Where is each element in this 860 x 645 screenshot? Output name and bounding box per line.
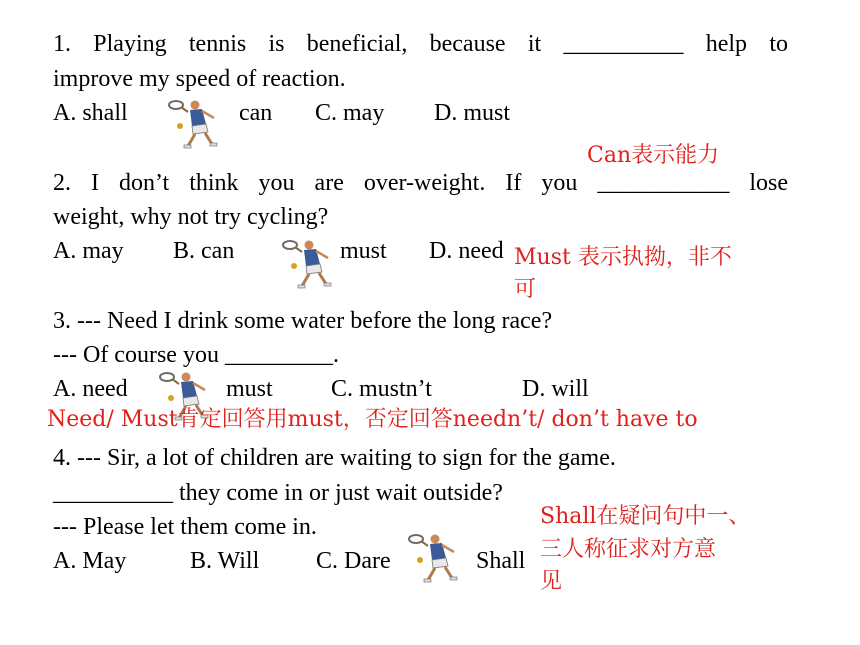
note-can: Can表示能力 [587, 143, 720, 168]
q2-option-b[interactable]: B. can [173, 238, 235, 264]
q2-option-d[interactable]: D. need [429, 238, 504, 264]
q3-option-d[interactable]: D. will [522, 376, 589, 402]
note-shall-line3: 见 [540, 569, 563, 594]
q1-line1: 1. Playing tennis is beneficial, because it __________ help to [53, 31, 788, 57]
q3-option-a[interactable]: A. need [53, 376, 128, 402]
q4-option-d[interactable]: Shall [476, 548, 526, 574]
q1-option-a[interactable]: A. shall [53, 100, 128, 126]
q2-option-a[interactable]: A. may [53, 238, 124, 264]
q3-option-c[interactable]: C. mustn’t [331, 376, 432, 402]
note-shall-line1: Shall在疑问句中一、 [540, 504, 751, 529]
q3-line1: 3. --- Need I drink some water before the long race? [53, 308, 553, 334]
note-need-must: Need/ Must肯定回答用must，否定回答needn’t/ don’t have to [47, 407, 698, 432]
q4-line2: __________ they come in or just wait outside? [53, 480, 503, 506]
tennis-player-icon [162, 96, 226, 150]
q3-line2: --- Of course you _________. [53, 342, 339, 368]
q2-line1: 2. I don’t think you are over-weight. If you ___________ lose [53, 170, 788, 196]
note-must-line1: Must 表示执拗，非不 [514, 245, 732, 270]
tennis-player-icon [276, 236, 340, 290]
q4-option-c[interactable]: C. Dare [316, 548, 391, 574]
q1-option-c[interactable]: C. may [315, 100, 385, 126]
q3-options [0, 372, 860, 406]
q2-option-c[interactable]: must [340, 238, 387, 264]
q1-option-d[interactable]: D. must [434, 100, 511, 126]
q4-line1: 4. --- Sir, a lot of children are waiting to sign for the game. [53, 445, 616, 471]
q1-option-b[interactable]: can [239, 100, 273, 126]
q4-option-a[interactable]: A. May [53, 548, 127, 574]
q1-line2: improve my speed of reaction. [53, 66, 346, 92]
note-must-line2: 可 [514, 277, 537, 302]
q4-line3: --- Please let them come in. [53, 514, 317, 540]
q4-option-b[interactable]: B. Will [190, 548, 260, 574]
q1-options [0, 96, 860, 130]
note-shall-line2: 三人称征求对方意 [540, 537, 717, 562]
q2-line2: weight, why not try cycling? [53, 204, 329, 230]
q3-option-b[interactable]: must [226, 376, 273, 402]
tennis-player-icon [402, 530, 466, 584]
